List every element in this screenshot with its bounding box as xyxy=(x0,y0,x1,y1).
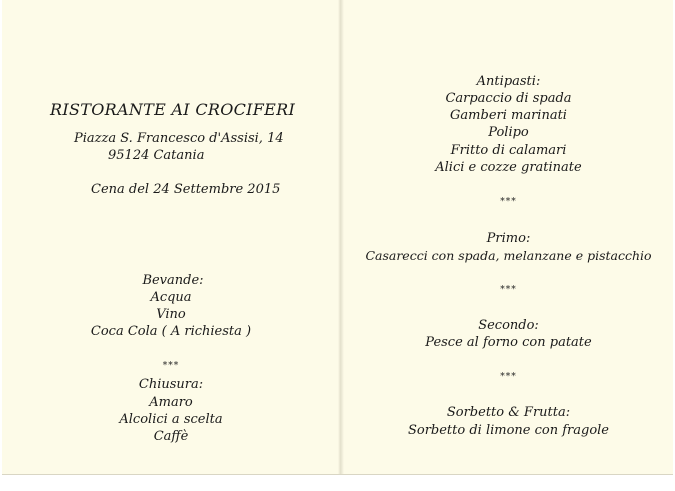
address-line-2: 95124 Catania xyxy=(108,148,205,163)
primo-heading: Primo: xyxy=(486,231,531,246)
separator: *** xyxy=(500,372,517,382)
dessert-heading: Sorbetto & Frutta: xyxy=(446,405,571,420)
separator: *** xyxy=(500,197,517,207)
antipasti-item: Alici e cozze gratinate xyxy=(435,160,582,175)
separator: *** xyxy=(500,285,517,295)
chiusura-item: Alcolici a scelta xyxy=(119,412,223,427)
primo-item: Casarecci con spada, melanzane e pistacchio xyxy=(365,248,652,263)
secondo-item: Pesce al forno con patate xyxy=(425,335,592,350)
antipasti-item: Polipo xyxy=(488,125,529,140)
antipasti-heading: Antipasti: xyxy=(476,74,541,89)
menu-sheet xyxy=(2,0,673,475)
right-page xyxy=(342,0,675,474)
antipasti-item: Fritto di calamari xyxy=(450,143,567,158)
event-date: Cena del 24 Settembre 2015 xyxy=(91,182,281,197)
chiusura-item: Caffè xyxy=(153,429,189,444)
bevande-item: Acqua xyxy=(150,290,192,305)
bevande-item: Coca Cola ( A richiesta ) xyxy=(90,324,252,339)
chiusura-item: Amaro xyxy=(149,395,193,410)
left-page xyxy=(2,0,340,474)
address-line-1: Piazza S. Francesco d'Assisi, 14 xyxy=(74,131,284,146)
secondo-heading: Secondo: xyxy=(478,318,539,333)
dessert-item: Sorbetto di limone con fragole xyxy=(407,423,610,438)
bevande-item: Vino xyxy=(156,307,186,322)
restaurant-name: RISTORANTE AI CROCIFERI xyxy=(50,100,296,119)
antipasti-item: Carpaccio di spada xyxy=(445,91,572,106)
bevande-heading: Bevande: xyxy=(142,273,204,288)
antipasti-item: Gamberi marinati xyxy=(450,108,567,123)
chiusura-heading: Chiusura: xyxy=(138,377,204,392)
separator: *** xyxy=(162,361,180,371)
